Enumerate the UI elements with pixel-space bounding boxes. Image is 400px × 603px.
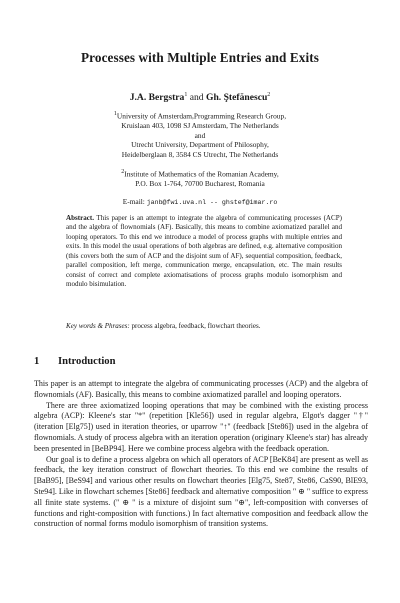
affiliation-line: Utrecht University, Department of Philosophy, — [131, 140, 269, 150]
paragraph: This paper is an attempt to integrate the algebra of communicating processes (ACP) and the algebra of flownomials (AF). Basically, this means to combine axiomatized parallel and looping operators. — [34, 379, 368, 399]
email-address: janb@fwi.uva.nl -- ghstef@imar.ro — [146, 199, 278, 206]
abstract — [66, 214, 342, 290]
author-conjunction: and — [189, 92, 204, 104]
keywords-label: Key words & Phrases: — [66, 322, 130, 330]
paragraph: There are three axiomatized looping operations that may be combined with the existing process algebra (ACP): Kleene's star "*" (repetition [Kle56]) used in regular algebra, Elgot's dagger "†" (iteration [Elg75]) used in iteration theories, or uparrow "↑" (feedback [Ste86]) used in the algebra of flownomials. A study of process algebra with an iteration operation (originary Kleene's star) has already been presented in [BeBP94]. Here we combine process algebra with the feedback operation. — [34, 400, 368, 453]
affiliation-line: Institute of Mathematics of the Romanian Academy, — [124, 169, 279, 179]
affiliation-mark: 2 — [121, 169, 125, 175]
affiliation-mark: 1 — [113, 111, 117, 117]
author-affiliation-mark: 1 — [184, 92, 188, 98]
affiliation-line: Kruislaan 403, 1098 SJ Amsterdam, The Netherlands — [121, 121, 279, 131]
abstract-label: Abstract. — [66, 214, 94, 222]
email-label: E-mail: — [122, 197, 145, 206]
affiliation-line: Heidelberglaan 8, 3584 CS Utrecht, The Netherlands — [121, 149, 279, 159]
author-name: Gh. Ştefănescu — [206, 92, 268, 104]
section-number: 1 — [34, 356, 40, 367]
paragraph: Our goal is to define a process algebra on which all operators of ACP [BeK84] are present as well as feedback, the key iteration construct of flowchart theories. To this end we combine the results of [BaB95], [BeS94] and various other results on flowchart theories [Elg75, Ste87, Ste86, CaS90, BlE93, Ste94]. Like in flowchart schemes [Ste86] feedback and alternative composition " ⊕ " suffice to express all finite state systems. (" ⊕ " is a mixture of disjoint sum "⊕", left-composition with converses of functions and right-composition with functions.) In fact alternative composition and feedback allow the construction of normal forms modulo isomorphism of transition systems. — [34, 454, 368, 529]
affiliation-line: and — [194, 130, 206, 140]
section-title: Introduction — [58, 356, 116, 367]
affiliation-line: University of Amsterdam,Programming Research Group, — [116, 111, 287, 121]
paper-title: Processes with Multiple Entries and Exits — [81, 50, 319, 65]
author-name: J.A. Bergstra — [129, 92, 185, 104]
affiliation-line: P.O. Box 1-764, 70700 Bucharest, Romania — [135, 179, 265, 189]
keywords-text: process algebra, feedback, flowchart theories. — [131, 322, 261, 330]
introduction-body — [34, 379, 368, 530]
affiliation-2 — [0, 168, 400, 189]
email-line — [0, 197, 400, 206]
author-affiliation-mark: 2 — [267, 92, 271, 98]
keywords — [66, 322, 342, 330]
author-line — [0, 92, 400, 103]
section-heading — [34, 356, 116, 367]
abstract-text: This paper is an attempt to integrate the algebra of communicating processes (ACP) and the algebra of flownomials (AF). Basically, this means to combine axiomatized parallel and looping operators. To this end we introduce a model of process graphs with multiple entries and exits. In this model the usual operations of both algebras are defined, e.g. alternative composition (this covers both the sum of ACP and the disjoint sum of AF), sequential composition, feedback, parallel composition, left merge, communication merge, encapsulation, etc. The main results consist of correct and complete axiomatisations of process graphs modulo isomorphism and modulo bisimulation. — [66, 214, 342, 289]
affiliation-1 — [0, 110, 400, 159]
